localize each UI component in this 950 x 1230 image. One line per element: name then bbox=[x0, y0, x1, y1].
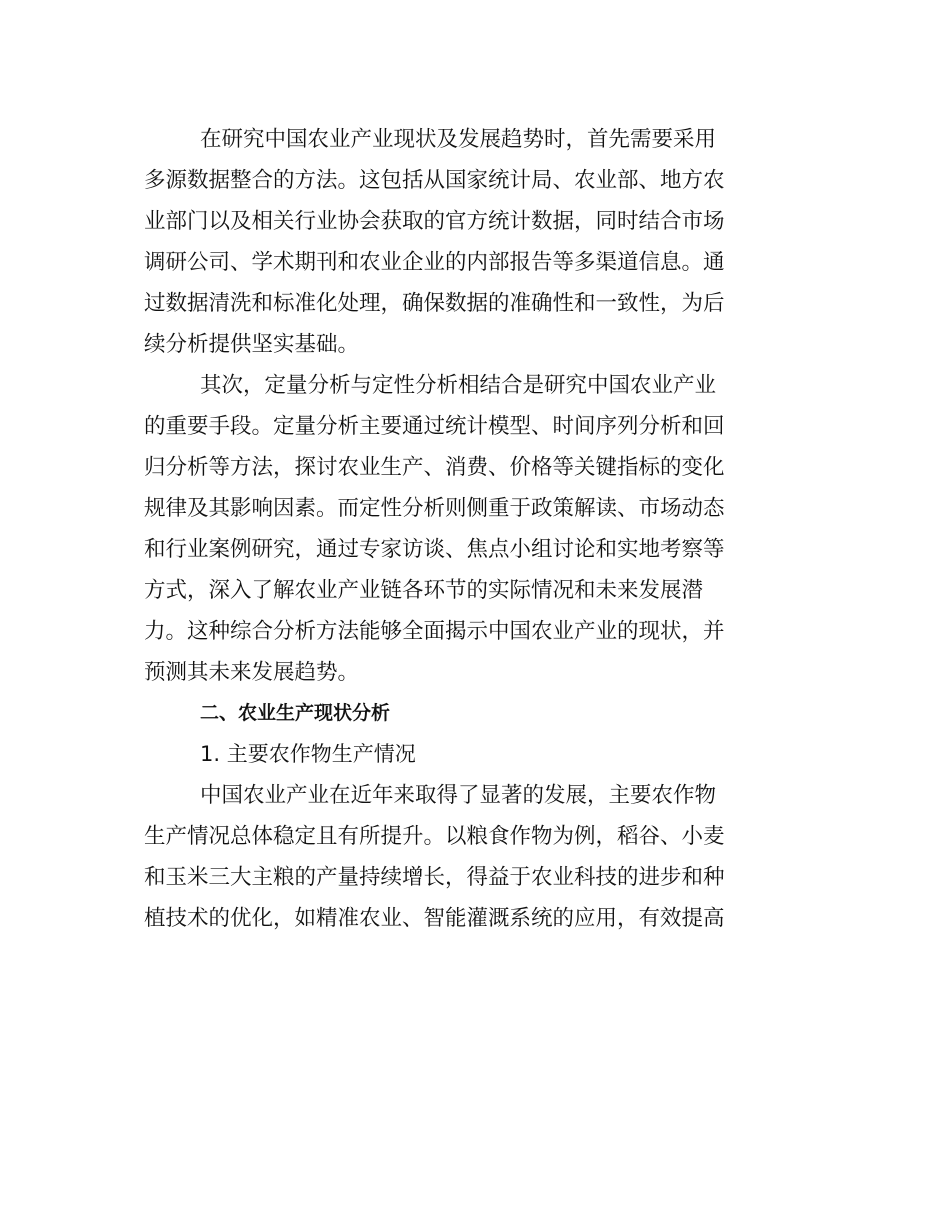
paragraph-analysis-methods bbox=[144, 365, 814, 693]
text-line: 生产情况总体稳定且有所提升。以粮食作物为例，稻谷、小麦 bbox=[144, 824, 725, 849]
text-line: 规律及其影响因素。而定性分析则侧重于政策解读、市场动态 bbox=[144, 496, 725, 521]
text-line: 续分析提供坚实基础。 bbox=[144, 332, 360, 357]
text-line: 调研公司、学术期刊和农业企业的内部报告等多渠道信息。通 bbox=[144, 250, 725, 275]
document-page bbox=[144, 119, 814, 939]
text-line: 中国农业产业在近年来取得了显著的发展，主要农作物 bbox=[200, 783, 717, 808]
section-heading: 二、农业生产现状分析 bbox=[200, 702, 391, 724]
text-line: 的重要手段。定量分析主要通过统计模型、时间序列分析和回 bbox=[144, 414, 725, 439]
text-line: 在研究中国农业产业现状及发展趋势时，首先需要采用 bbox=[200, 127, 717, 152]
text-line: 过数据清洗和标准化处理，确保数据的准确性和一致性，为后 bbox=[144, 291, 725, 316]
paragraph-data-integration bbox=[144, 119, 814, 365]
text-line: 归分析等方法，探讨农业生产、消费、价格等关键指标的变化 bbox=[144, 455, 725, 480]
text-line: 和玉米三大主粮的产量持续增长，得益于农业科技的进步和种 bbox=[144, 865, 725, 890]
text-line: 力。这种综合分析方法能够全面揭示中国农业产业的现状，并 bbox=[144, 619, 725, 644]
text-line: 其次，定量分析与定性分析相结合是研究中国农业产业 bbox=[200, 373, 717, 398]
text-line: 预测其未来发展趋势。 bbox=[144, 660, 360, 685]
paragraph-crop-production bbox=[144, 775, 814, 939]
text-line: 业部门以及相关行业协会获取的官方统计数据，同时结合市场 bbox=[144, 209, 725, 234]
sub-heading: 1. 主要农作物生产情况 bbox=[200, 742, 416, 766]
text-line: 方式，深入了解农业产业链各环节的实际情况和未来发展潜 bbox=[144, 578, 704, 603]
text-line: 和行业案例研究，通过专家访谈、焦点小组讨论和实地考察等 bbox=[144, 537, 725, 562]
text-line: 植技术的优化，如精准农业、智能灌溉系统的应用，有效提高 bbox=[144, 906, 725, 931]
text-line: 多源数据整合的方法。这包括从国家统计局、农业部、地方农 bbox=[144, 168, 725, 193]
